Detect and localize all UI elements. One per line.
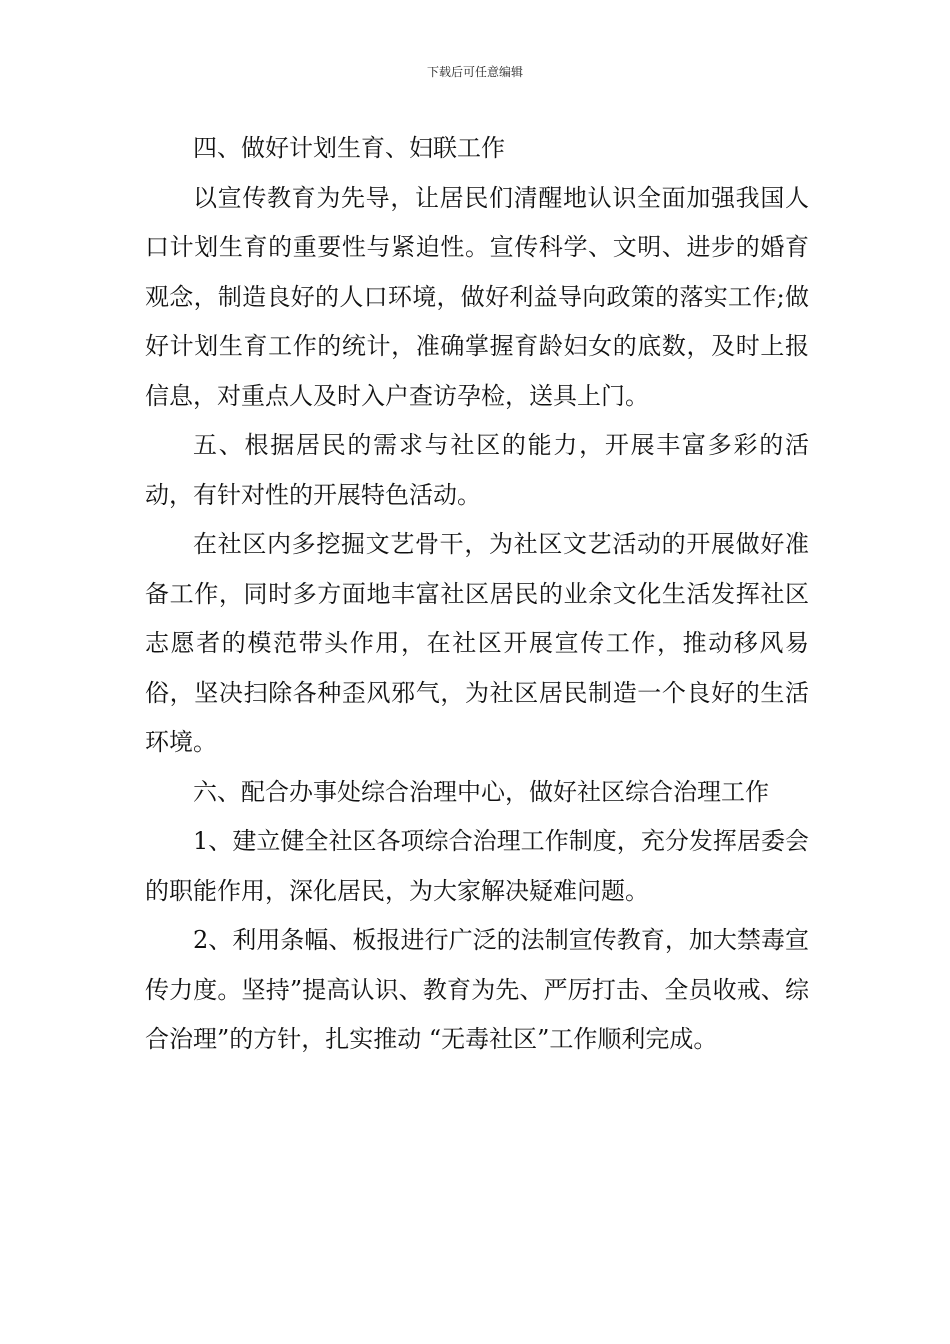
list-item-legal-publicity: 2、利用条幅、板报进行广泛的法制宣传教育，加大禁毒宣传力度。坚持”提高认识、教育为先、严厉打击、全员收戒、综合治理”的方针，扎实推动 “无毒社区”工作顺利完成。	[145, 926, 809, 1053]
document-body	[145, 124, 809, 1065]
section-heading-activities: 五、根据居民的需求与社区的能力，开展丰富多彩的活动，有针对性的开展特色活动。	[145, 431, 809, 509]
list-item-governance-system: 1、建立健全社区各项综合治理工作制度，充分发挥居委会的职能作用，深化居民，为大家解决疑难问题。	[145, 827, 809, 905]
header-note: 下载后可任意编辑	[426, 65, 523, 79]
section-heading-comprehensive-governance: 六、配合办事处综合治理中心，做好社区综合治理工作	[193, 777, 769, 806]
paragraph-cultural-activities: 在社区内多挖掘文艺骨干，为社区文艺活动的开展做好准备工作，同时多方面地丰富社区居民的业余文化生活发挥社区志愿者的模范带头作用，在社区开展宣传工作，推动移风易俗，坚决扫除各种歪风邪气，为社区居民制造一个良好的生活环境。	[145, 530, 809, 756]
paragraph-family-planning-publicity: 以宣传教育为先导，让居民们清醒地认识全面加强我国人口计划生育的重要性与紧迫性。宣传科学、文明、进步的婚育观念，制造良好的人口环境，做好利益导向政策的落实工作;做好计划生育工作的统计，准确掌握育龄妇女的底数，及时上报信息，对重点人及时入户查访孕检，送具上门。	[145, 183, 809, 410]
section-heading-family-planning: 四、做好计划生育、妇联工作	[193, 134, 505, 162]
